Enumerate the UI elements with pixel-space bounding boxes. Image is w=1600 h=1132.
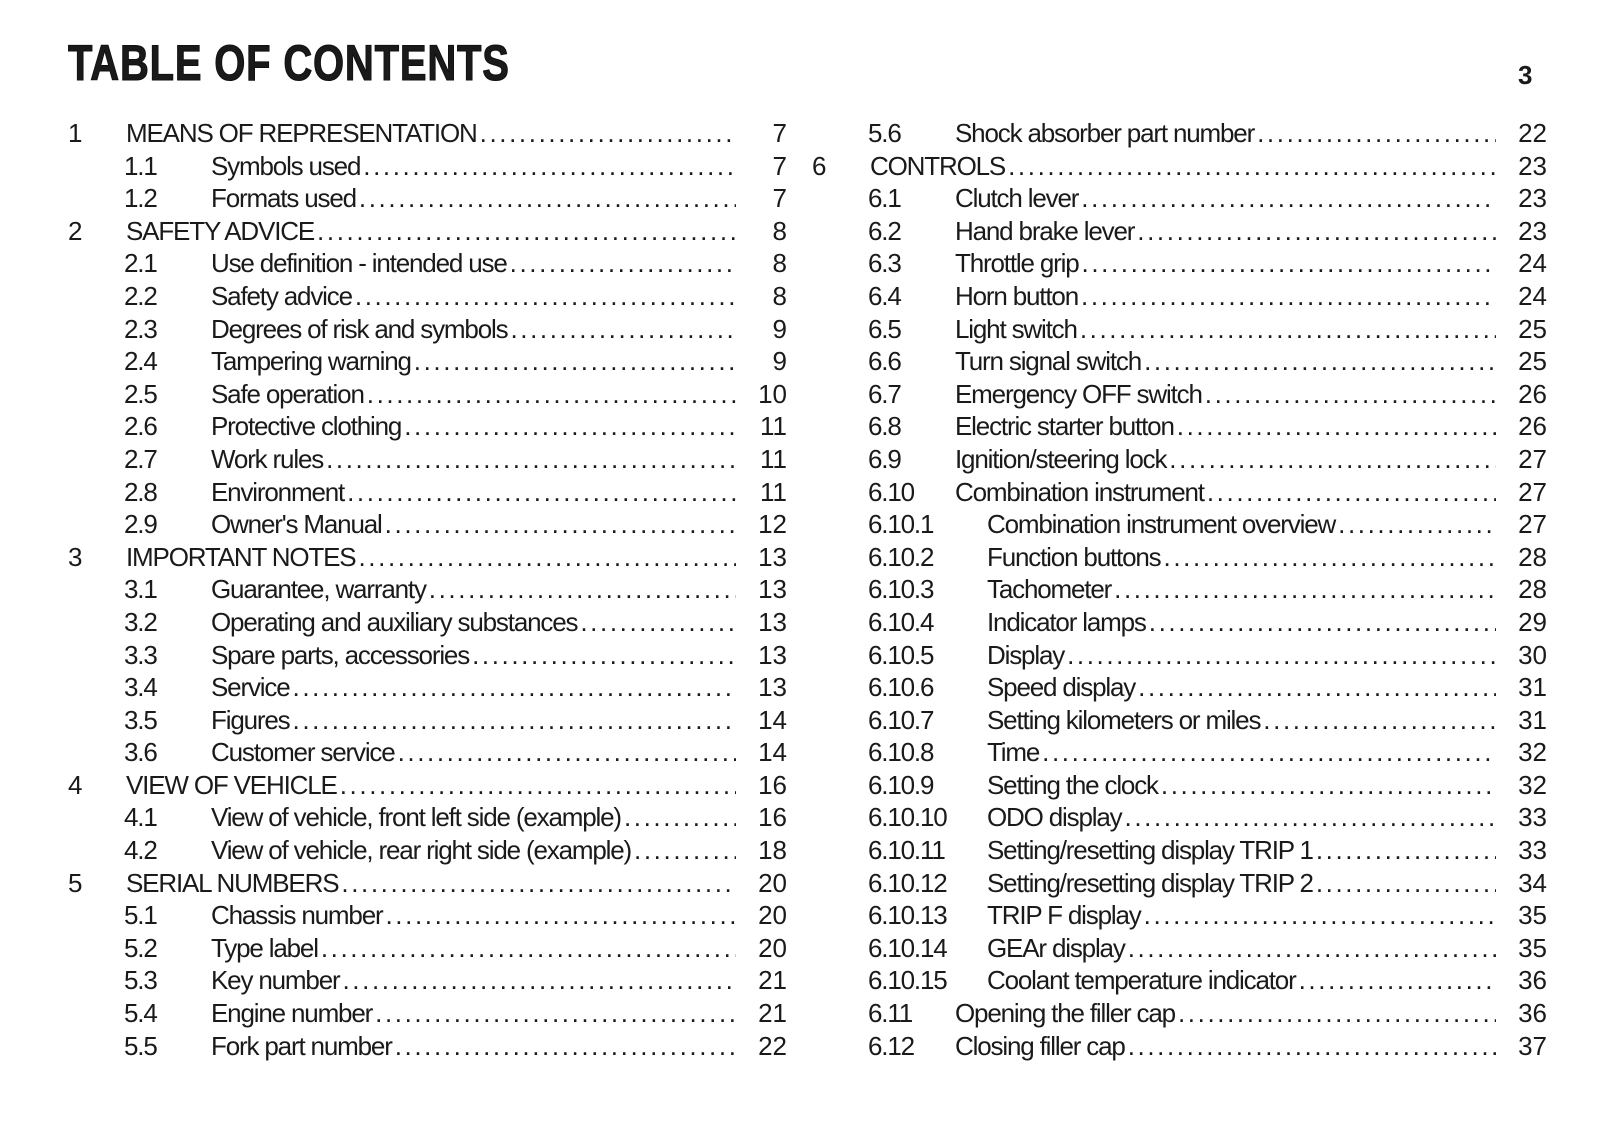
toc-entry[interactable] [68,737,787,770]
toc-entry-page: 21 [758,965,787,996]
dot-leader [1042,737,1496,768]
toc-entry-number: 5.3 [124,965,157,996]
toc-entry-page: 25 [1518,313,1547,344]
dot-leader [1080,314,1496,345]
toc-entry[interactable] [812,281,1547,314]
toc-entry-number: 6.1 [868,183,901,214]
toc-entry[interactable] [68,183,787,216]
toc-entry[interactable] [812,444,1547,477]
toc-entry-number: 2.4 [124,346,157,377]
page-title: TABLE OF CONTENTS [68,35,510,91]
toc-entry[interactable] [68,281,787,314]
toc-entry[interactable] [812,379,1547,412]
toc-columns [68,118,1547,1063]
toc-entry-number: 6.6 [868,346,901,377]
toc-entry-label: ODO display [987,802,1122,833]
dot-leader [404,411,736,442]
toc-entry[interactable] [812,248,1547,281]
dot-leader [385,509,736,540]
toc-entry-number: 6.10.15 [868,965,947,996]
toc-entry-number: 6.10.1 [868,509,934,540]
toc-column [812,118,1547,1063]
toc-entry-number: 5.5 [124,1030,157,1061]
dot-leader [1164,542,1496,573]
dot-leader [385,900,736,931]
toc-entry-page: 11 [760,443,787,474]
toc-entry-page: 23 [1518,183,1547,214]
toc-entry-page: 34 [1518,867,1547,898]
dot-leader [1008,151,1496,182]
toc-entry-label: Time [987,737,1040,768]
toc-entry-page: 32 [1518,737,1547,768]
toc-entry-label: IMPORTANT NOTES [126,541,356,572]
toc-entry-label: Degrees of risk and symbols [211,313,508,344]
dot-leader [367,379,736,410]
toc-entry-page: 11 [760,476,787,507]
toc-entry[interactable] [68,151,787,184]
toc-entry[interactable] [68,477,787,510]
dot-leader [1114,574,1496,605]
toc-entry[interactable] [68,868,787,901]
toc-entry-number: 6.2 [868,215,901,246]
toc-entry-label: Use definition - intended use [211,248,507,279]
toc-entry-number: 6.11 [868,998,912,1029]
toc-entry[interactable] [68,574,787,607]
dot-leader [480,118,736,149]
toc-entry[interactable] [68,672,787,705]
toc-entry-label: Setting/resetting display TRIP 2 [987,867,1313,898]
toc-entry[interactable] [68,770,787,803]
toc-entry[interactable] [68,411,787,444]
toc-entry-page: 10 [758,378,787,409]
toc-entry-number: 3.3 [124,639,157,670]
toc-entry-label: Hand brake lever [955,215,1135,246]
dot-leader [1338,509,1496,540]
dot-leader [429,574,736,605]
toc-entry-label: Fork part number [211,1030,392,1061]
toc-entry[interactable] [812,835,1547,868]
toc-entry[interactable] [812,574,1547,607]
toc-entry-label: Key number [211,965,340,996]
toc-entry-page: 25 [1518,346,1547,377]
toc-entry[interactable] [812,346,1547,379]
toc-entry-number: 2.5 [124,378,157,409]
dot-leader [1144,900,1496,931]
toc-entry-page: 9 [772,313,787,344]
toc-entry-label: Combination instrument [955,476,1204,507]
toc-entry-page: 31 [1518,672,1547,703]
toc-entry-page: 28 [1518,574,1547,605]
toc-entry[interactable] [68,900,787,933]
toc-entry[interactable] [68,444,787,477]
toc-entry-page: 8 [772,248,787,279]
toc-entry[interactable] [812,216,1547,249]
toc-entry-number: 5.4 [124,998,157,1029]
page-number: 3 [1518,60,1532,90]
toc-entry-label: Light switch [955,313,1077,344]
toc-entry-label: Safety advice [211,280,352,311]
toc-entry[interactable] [68,379,787,412]
toc-entry-number: 6.9 [868,443,901,474]
toc-entry-page: 23 [1518,215,1547,246]
toc-entry-label: TRIP F display [987,900,1141,931]
toc-entry-page: 21 [758,998,787,1029]
toc-entry[interactable] [68,118,787,151]
toc-entry[interactable] [812,477,1547,510]
dot-leader [1316,868,1496,899]
toc-entry[interactable] [812,933,1547,966]
toc-entry-page: 36 [1518,998,1547,1029]
toc-entry-page: 12 [758,509,787,540]
toc-entry-number: 6.7 [868,378,901,409]
toc-entry-label: Horn button [955,280,1078,311]
toc-entry-number: 6.10.3 [868,574,934,605]
toc-entry[interactable] [68,607,787,640]
toc-entry-number: 2.8 [124,476,157,507]
toc-entry-number: 3.2 [124,606,157,637]
toc-entry-label: CONTROLS [870,150,1006,181]
toc-entry[interactable] [68,216,787,249]
toc-entry-number: 3.6 [124,737,157,768]
dot-leader [358,542,736,573]
toc-entry-label: Tachometer [987,574,1112,605]
dot-leader [395,1031,736,1062]
dot-leader [1178,998,1496,1029]
dot-leader [1316,835,1496,866]
toc-entry-label: Closing filler cap [955,1030,1125,1061]
toc-entry[interactable] [812,900,1547,933]
toc-entry-number: 6.10.8 [868,737,934,768]
toc-entry-page: 16 [758,802,787,833]
toc-entry[interactable] [812,411,1547,444]
toc-entry-label: Operating and auxiliary substances [211,606,578,637]
toc-entry-label: GEAr display [987,932,1125,963]
toc-column [68,118,787,1063]
toc-entry-page: 27 [1518,476,1547,507]
toc-entry-number: 6.10.4 [868,606,934,637]
toc-entry-page: 22 [758,1030,787,1061]
toc-entry[interactable] [68,314,787,347]
toc-entry-number: 3.1 [124,574,157,605]
dot-leader [355,281,736,312]
dot-leader [1299,965,1496,996]
toc-entry[interactable] [68,509,787,542]
toc-entry-label: Environment [211,476,345,507]
toc-entry-label: Ignition/steering lock [955,443,1167,474]
toc-entry-label: Type label [211,932,318,963]
toc-entry[interactable] [812,542,1547,575]
toc-entry-label: Opening the filler cap [955,998,1175,1029]
toc-entry-label: Service [211,672,290,703]
toc-entry-number: 6.12 [868,1030,914,1061]
dot-leader [293,705,736,736]
toc-entry[interactable] [812,640,1547,673]
toc-entry-page: 26 [1518,411,1547,442]
toc-entry-number: 2.7 [124,443,157,474]
toc-entry-page: 16 [758,769,787,800]
toc-entry-number: 1 [68,118,82,148]
dot-leader [1081,281,1496,312]
toc-entry-label: Turn signal switch [955,346,1142,377]
dot-leader [1263,705,1496,736]
toc-entry-page: 37 [1518,1030,1547,1061]
toc-entry-number: 5.2 [124,932,157,963]
toc-entry-label: Shock absorber part number [955,118,1255,148]
toc-entry-number: 4.2 [124,835,157,866]
toc-entry-number: 4.1 [124,802,157,833]
dot-leader [580,607,736,638]
toc-entry-page: 14 [758,704,787,735]
toc-entry-label: Customer service [211,737,395,768]
toc-entry-page: 20 [758,932,787,963]
toc-entry-label: Throttle grip [955,248,1079,279]
dot-leader [341,868,736,899]
toc-entry-page: 11 [760,411,787,442]
toc-entry-label: View of vehicle, front left side (example) [211,802,621,833]
toc-entry-page: 24 [1518,248,1547,279]
toc-entry-number: 2.9 [124,509,157,540]
toc-entry-number: 1.1 [124,150,157,181]
toc-entry-page: 32 [1518,769,1547,800]
toc-entry[interactable] [812,1031,1547,1064]
toc-entry-label: Indicator lamps [987,606,1146,637]
dot-leader [1067,640,1496,671]
toc-entry-number: 2.3 [124,313,157,344]
dot-leader [624,802,736,833]
toc-entry-label: Function buttons [987,541,1161,572]
dot-leader [1138,672,1496,703]
toc-entry-number: 6.10.5 [868,639,934,670]
toc-entry-label: Combination instrument overview [987,509,1336,540]
dot-leader [1128,1031,1496,1062]
toc-entry-page: 24 [1518,280,1547,311]
toc-entry-number: 4 [68,769,82,800]
toc-entry-page: 18 [758,835,787,866]
toc-entry[interactable] [68,1031,787,1064]
dot-leader [340,770,736,801]
dot-leader [1257,118,1496,149]
toc-entry[interactable] [68,998,787,1031]
toc-entry-label: Figures [211,704,290,735]
toc-entry-number: 6.10.10 [868,802,947,833]
toc-entry-page: 13 [758,672,787,703]
toc-entry[interactable] [68,542,787,575]
toc-entry-page: 13 [758,606,787,637]
dot-leader [510,314,736,345]
toc-entry-page: 35 [1518,932,1547,963]
toc-entry-page: 20 [758,867,787,898]
dot-leader [342,965,736,996]
toc-entry-page: 13 [758,541,787,572]
dot-leader [1161,770,1496,801]
toc-entry-number: 6.5 [868,313,901,344]
dot-leader [472,640,736,671]
toc-entry-page: 27 [1518,509,1547,540]
toc-entry-label: Display [987,639,1065,670]
toc-entry-page: 7 [772,118,787,148]
toc-entry-label: Work rules [211,443,324,474]
toc-entry-number: 6.4 [868,280,901,311]
toc-entry-page: 26 [1518,378,1547,409]
dot-leader [321,933,736,964]
toc-entry-number: 2.2 [124,280,157,311]
toc-entry-number: 6.10.2 [868,541,934,572]
toc-entry-number: 6.3 [868,248,901,279]
toc-entry[interactable] [68,802,787,835]
toc-entry-page: 23 [1518,150,1547,181]
toc-entry[interactable] [812,998,1547,1031]
page-header [68,34,1532,96]
toc-entry-number: 2.1 [124,248,157,279]
dot-leader [293,672,736,703]
dot-leader [510,248,736,279]
toc-entry-label: Engine number [211,998,373,1029]
toc-entry-number: 6 [812,150,826,181]
toc-entry-label: Setting/resetting display TRIP 1 [987,835,1313,866]
toc-entry-label: Setting kilometers or miles [987,704,1261,735]
dot-leader [1137,216,1496,247]
toc-entry-page: 28 [1518,541,1547,572]
dot-leader [1081,183,1496,214]
toc-entry-label: MEANS OF REPRESENTATION [126,118,477,148]
toc-entry-page: 20 [758,900,787,931]
toc-entry-label: Chassis number [211,900,383,931]
toc-entry[interactable] [812,802,1547,835]
toc-entry-page: 7 [772,150,787,181]
toc-entry[interactable] [812,118,1547,151]
toc-entry-label: Safe operation [211,378,364,409]
toc-entry-page: 36 [1518,965,1547,996]
toc-entry-number: 3.5 [124,704,157,735]
toc-entry-number: 2.6 [124,411,157,442]
toc-entry-number: 6.10.11 [868,835,945,866]
dot-leader [1125,802,1496,833]
toc-entry-page: 8 [772,280,787,311]
toc-entry[interactable] [68,346,787,379]
toc-entry-number: 2 [68,215,82,246]
toc-entry[interactable] [68,965,787,998]
toc-entry[interactable] [68,640,787,673]
toc-entry-label: Symbols used [211,150,361,181]
toc-entry-page: 22 [1518,118,1547,148]
dot-leader [1149,607,1496,638]
dot-leader [414,346,736,377]
toc-entry-label: Formats used [211,183,356,214]
toc-entry-page: 14 [758,737,787,768]
toc-entry-label: Clutch lever [955,183,1079,214]
toc-entry-label: Protective clothing [211,411,402,442]
dot-leader [1082,248,1496,279]
dot-leader [1177,411,1496,442]
toc-entry-number: 6.8 [868,411,901,442]
toc-entry-number: 6.10.12 [868,867,947,898]
toc-entry[interactable] [812,672,1547,705]
toc-entry-label: Emergency OFF switch [955,378,1202,409]
toc-entry-label: Electric starter button [955,411,1174,442]
dot-leader [317,216,736,247]
toc-entry-number: 6.10.7 [868,704,934,735]
toc-entry-number: 6.10 [868,476,914,507]
toc-entry-number: 3 [68,541,82,572]
dot-leader [1205,379,1496,410]
toc-entry-label: SAFETY ADVICE [126,215,315,246]
toc-entry-page: 13 [758,574,787,605]
toc-entry[interactable] [812,705,1547,738]
toc-entry-page: 30 [1518,639,1547,670]
toc-entry-label: Speed display [987,672,1136,703]
toc-entry-number: 5 [68,867,82,898]
dot-leader [1128,933,1496,964]
toc-entry-page: 33 [1518,835,1547,866]
toc-entry-label: Tampering warning [211,346,411,377]
toc-entry-page: 27 [1518,443,1547,474]
toc-entry-label: SERIAL NUMBERS [126,867,339,898]
toc-entry-label: Coolant temperature indicator [987,965,1296,996]
toc-entry[interactable] [812,965,1547,998]
toc-entry-number: 5.6 [868,118,901,148]
toc-entry[interactable] [812,314,1547,347]
toc-entry[interactable] [812,868,1547,901]
toc-entry-number: 6.10.9 [868,769,934,800]
dot-leader [1169,444,1496,475]
toc-entry[interactable] [812,770,1547,803]
toc-entry-page: 33 [1518,802,1547,833]
toc-entry-number: 6.10.6 [868,672,934,703]
toc-entry-page: 13 [758,639,787,670]
toc-entry-label: Setting the clock [987,769,1158,800]
toc-entry[interactable] [812,183,1547,216]
dot-leader [1144,346,1496,377]
toc-entry-page: 31 [1518,704,1547,735]
toc-entry[interactable] [812,151,1547,184]
toc-entry[interactable] [812,607,1547,640]
dot-leader [1207,477,1496,508]
toc-entry-number: 6.10.13 [868,900,947,931]
toc-entry[interactable] [68,705,787,738]
toc-entry-label: Guarantee, warranty [211,574,426,605]
toc-entry-number: 5.1 [124,900,157,931]
toc-entry-page: 29 [1518,606,1547,637]
toc-entry[interactable] [68,248,787,281]
dot-leader [363,151,736,182]
toc-entry-page: 35 [1518,900,1547,931]
toc-entry-number: 1.2 [124,183,157,214]
toc-entry-label: Spare parts, accessories [211,639,470,670]
toc-entry[interactable] [68,933,787,966]
dot-leader [359,183,736,214]
toc-entry-label: View of vehicle, rear right side (example) [211,835,632,866]
toc-entry-page: 7 [772,183,787,214]
toc-entry[interactable] [812,737,1547,770]
toc-entry-number: 3.4 [124,672,157,703]
dot-leader [634,835,736,866]
toc-entry-number: 6.10.14 [868,932,947,963]
toc-entry-page: 9 [772,346,787,377]
dot-leader [347,477,736,508]
toc-entry[interactable] [812,509,1547,542]
toc-entry[interactable] [68,835,787,868]
toc-entry-label: VIEW OF VEHICLE [126,769,337,800]
dot-leader [326,444,736,475]
dot-leader [375,998,736,1029]
toc-entry-page: 8 [772,215,787,246]
dot-leader [398,737,736,768]
toc-entry-label: Owner's Manual [211,509,382,540]
